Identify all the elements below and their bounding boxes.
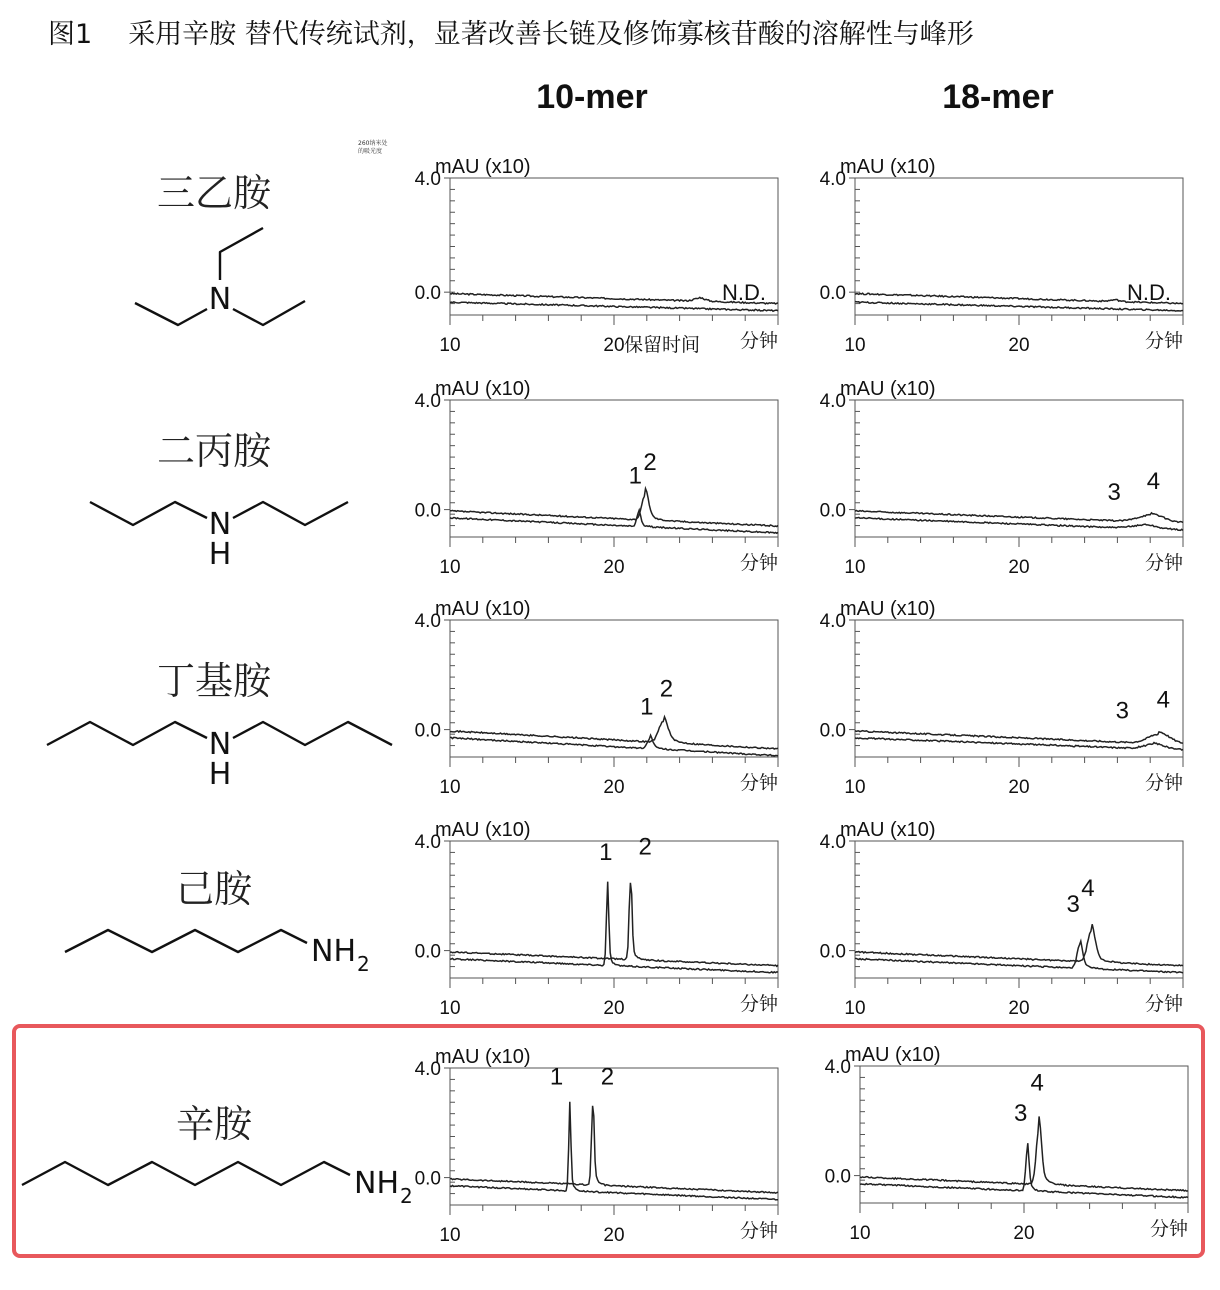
x-tick-label: 10 [439, 335, 461, 356]
figure-caption: 采用辛胺 替代传统试剂，显著改善长链及修饰寡核苷酸的溶解性与峰形 [128, 19, 974, 50]
x-tick-label: 20 [603, 557, 625, 578]
svg-text:H: H [208, 757, 232, 792]
peak-label: 2 [643, 448, 657, 476]
y-axis-label: mAU (x10) [435, 378, 531, 400]
amine-name-hexylamine: 己胺 [175, 867, 252, 911]
y-axis-label: mAU (x10) [840, 156, 936, 178]
trace-1 [450, 489, 778, 527]
y-axis-label: mAU (x10) [435, 819, 531, 841]
y-tick-label: 4.0 [414, 169, 441, 190]
peak-label: 2 [600, 1063, 615, 1091]
amine-name-triethylamine: 三乙胺 [156, 171, 271, 215]
y-tick-label: 4.0 [414, 391, 441, 412]
x-axis-unit: 分钟 [1144, 773, 1183, 794]
peak-label: 4 [1146, 468, 1161, 496]
x-axis-unit: 分钟 [739, 1221, 778, 1242]
y-tick-label: 4.0 [819, 169, 846, 190]
chromatogram-triethylamine-10mer [395, 150, 815, 360]
chromatogram-dibutylamine-10mer [395, 592, 815, 802]
plot-frame [855, 400, 1183, 537]
x-tick-label: 10 [844, 335, 866, 356]
x-tick-label: 20 [603, 335, 625, 356]
y-axis-label: mAU (x10) [840, 598, 936, 620]
x-tick-label: 20 [1008, 335, 1030, 356]
x-axis-unit: 分钟 [1144, 994, 1183, 1015]
x-tick-label: 20 [603, 777, 625, 798]
svg-text:N: N [208, 507, 232, 542]
svg-text:2: 2 [357, 952, 370, 976]
y-axis-label: mAU (x10) [840, 378, 936, 400]
chromatogram-dipropylamine-10mer [395, 372, 815, 582]
x-axis-unit: 分钟 [1144, 553, 1183, 574]
column-header-18mer: 18-mer [942, 78, 1054, 116]
y-tick-label: 0.0 [414, 500, 441, 522]
peak-label: 4 [1030, 1069, 1044, 1097]
chromatogram-hexylamine-18mer [800, 813, 1220, 1023]
svg-text:H: H [208, 537, 232, 572]
not-detected-label: N.D. [722, 280, 766, 306]
peak-label: 1 [640, 693, 654, 721]
absorbance-note-line-2: 的吸光度 [358, 148, 383, 155]
x-axis-unit: 分钟 [739, 994, 778, 1015]
peak-label: 3 [1014, 1099, 1028, 1127]
plot-frame [855, 841, 1183, 978]
peak-label: 3 [1107, 479, 1121, 507]
y-tick-label: 4.0 [819, 611, 846, 632]
plot-frame [450, 400, 778, 537]
trace-2 [855, 738, 1183, 750]
peak-label: 1 [628, 462, 642, 490]
y-tick-label: 0.0 [819, 283, 846, 305]
y-axis-label: mAU (x10) [840, 819, 936, 841]
trace-1 [450, 717, 778, 749]
chromatogram-triethylamine-18mer [800, 150, 1220, 360]
amine-name-dipropylamine: 二丙胺 [156, 429, 271, 473]
y-tick-label: 0.0 [824, 1166, 851, 1188]
x-tick-label: 10 [844, 557, 866, 578]
x-tick-label: 20 [1013, 1223, 1035, 1244]
y-tick-label: 0.0 [414, 941, 441, 963]
x-axis-unit: 分钟 [739, 773, 778, 794]
trace-1 [855, 731, 1183, 743]
x-tick-label: 20 [1008, 998, 1030, 1019]
svg-text:N: N [208, 282, 232, 317]
x-tick-label: 10 [439, 777, 461, 798]
trace-1 [855, 511, 1183, 523]
x-tick-label: 10 [844, 777, 866, 798]
svg-text:NH: NH [354, 1166, 399, 1201]
x-tick-label: 10 [849, 1223, 871, 1244]
figure-label: 图1 [48, 19, 93, 50]
x-axis-unit: 分钟 [1144, 331, 1183, 352]
x-axis-caption: 保留时间 [624, 335, 701, 356]
svg-text:NH: NH [311, 934, 356, 969]
peak-label: 3 [1115, 697, 1129, 725]
amine-name-octylamine: 辛胺 [175, 1102, 252, 1146]
amine-name-dibutylamine: 丁基胺 [156, 659, 271, 703]
trace-2 [855, 941, 1183, 973]
x-tick-label: 20 [1008, 557, 1030, 578]
x-tick-label: 10 [439, 998, 461, 1019]
x-axis-unit: 分钟 [739, 553, 778, 574]
y-tick-label: 4.0 [414, 1059, 441, 1080]
y-tick-label: 0.0 [819, 500, 846, 522]
peak-label: 1 [599, 839, 613, 867]
peak-label: 4 [1156, 686, 1170, 714]
y-tick-label: 0.0 [414, 720, 441, 742]
x-axis-unit: 分钟 [1149, 1219, 1188, 1240]
y-tick-label: 4.0 [414, 611, 441, 632]
y-tick-label: 4.0 [819, 832, 846, 853]
chromatogram-hexylamine-10mer [395, 813, 815, 1023]
y-axis-label: mAU (x10) [435, 1046, 531, 1068]
x-tick-label: 20 [603, 1225, 625, 1246]
chromatogram-dipropylamine-18mer [800, 372, 1220, 582]
peak-label: 4 [1081, 874, 1095, 902]
y-axis-label: mAU (x10) [435, 156, 531, 178]
peak-label: 2 [638, 833, 652, 861]
column-header-10mer: 10-mer [536, 78, 648, 116]
y-tick-label: 4.0 [819, 391, 846, 412]
plot-frame [450, 841, 778, 978]
y-tick-label: 4.0 [824, 1057, 851, 1078]
x-tick-label: 10 [439, 1225, 461, 1246]
y-tick-label: 4.0 [414, 832, 441, 853]
peak-label: 3 [1066, 891, 1080, 919]
svg-text:2: 2 [400, 1184, 413, 1208]
trace-1 [855, 924, 1183, 966]
x-tick-label: 10 [844, 998, 866, 1019]
trace-1 [450, 883, 778, 967]
x-tick-label: 20 [603, 998, 625, 1019]
y-tick-label: 0.0 [819, 720, 846, 742]
svg-text:N: N [208, 727, 232, 762]
y-tick-label: 0.0 [819, 941, 846, 963]
y-axis-label: mAU (x10) [435, 598, 531, 620]
x-axis-unit: 分钟 [739, 331, 778, 352]
y-axis-label: mAU (x10) [845, 1044, 941, 1066]
chromatogram-dibutylamine-18mer [800, 592, 1220, 802]
peak-label: 1 [549, 1063, 564, 1091]
x-tick-label: 20 [1008, 777, 1030, 798]
not-detected-label: N.D. [1127, 280, 1171, 306]
absorbance-note-line-1: 260纳米处 [358, 140, 388, 147]
x-tick-label: 10 [439, 557, 461, 578]
peak-label: 2 [659, 675, 674, 703]
plot-frame [450, 620, 778, 757]
y-tick-label: 0.0 [414, 1168, 441, 1190]
octylamine-highlight-box [12, 1024, 1205, 1258]
y-tick-label: 0.0 [414, 283, 441, 305]
